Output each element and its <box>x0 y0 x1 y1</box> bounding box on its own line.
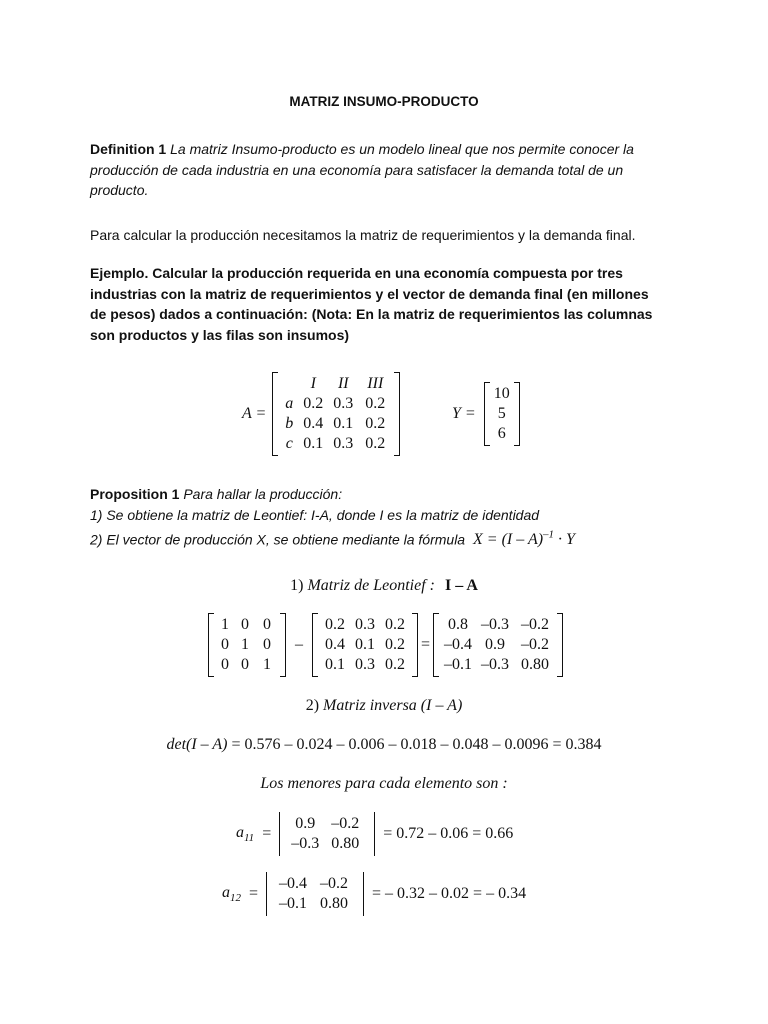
matrix-cell: –0.2 <box>320 875 349 892</box>
definition-block <box>90 139 680 201</box>
minor-a11: $a_{11}$ = 0.9 –0.2 –0.3 0.80 = 0.72 – 0.06 = 0.66 <box>236 812 513 856</box>
matrix-cell: –0.1 <box>444 656 473 673</box>
matrix-cell: 0.4 <box>303 415 324 432</box>
row-label: a <box>285 395 294 412</box>
leontief-computation <box>208 613 563 677</box>
matrix-cell: –0.3 <box>481 656 510 673</box>
matrix-cell: –0.4 <box>444 636 473 653</box>
example-line-3: de pesos) dados a continuación: (Nota: En la matriz de requerimientos las columnas <box>90 306 653 322</box>
definition-text-2: producción de cada industria en una economía para satisfacer la demanda total de un <box>90 161 624 178</box>
vector-cell: 6 <box>497 425 506 442</box>
matrix-cell: 0.2 <box>303 395 324 412</box>
matrix-cell: 0.3 <box>333 435 354 452</box>
col-header: II <box>337 375 349 392</box>
minus-operator: – <box>295 636 303 653</box>
matrix-cell: 0.2 <box>385 656 405 673</box>
vector-cell: 10 <box>493 385 510 402</box>
matrix-cell: 0.3 <box>333 395 354 412</box>
equals-operator: = <box>421 636 431 653</box>
proposition-step-2: 2) El vector de producción X, se obtiene mediante la fórmula <box>90 531 466 548</box>
matrix-cell: 0 <box>263 636 271 653</box>
production-formula: X = (I – A)$^{-1}$ · Y <box>473 529 575 549</box>
matrix-cell: 0.1 <box>325 656 345 673</box>
section-inverse-heading: 2) Matriz inversa (I – A) <box>305 697 463 714</box>
matrix-cell: 0.9 <box>485 636 506 653</box>
matrix-a-equation <box>242 372 400 456</box>
matrix-cell: 0.2 <box>385 636 405 653</box>
identity-matrix <box>208 613 286 677</box>
matrix-cell: 0.8 <box>448 616 469 633</box>
minor-a11-result: = 0.72 – 0.06 = 0.66 <box>383 825 514 842</box>
matrix-cell: –0.3 <box>481 616 510 633</box>
proposition-block <box>90 484 730 551</box>
proposition-text: Para hallar la producción: <box>183 486 343 502</box>
matrix-cell: –0.2 <box>521 636 550 653</box>
minor-symbol: $a_{11}$ <box>236 823 255 845</box>
matrix-cell: 0.2 <box>325 616 345 633</box>
matrix-cell: 0 <box>221 656 229 673</box>
matrix-cell: 0.3 <box>355 656 375 673</box>
matrix-a <box>272 372 400 456</box>
definition-text-3: producto. <box>90 182 149 198</box>
matrix-cell: 0.80 <box>320 895 349 912</box>
proposition-label: Proposition 1 <box>90 486 180 502</box>
matrix-cell: –0.4 <box>279 875 308 892</box>
proposition-step-1: 1) Se obtiene la matriz de Leontief: I-A, donde I es la matriz de identidad <box>90 506 540 523</box>
col-header: I <box>310 375 316 392</box>
vector-y-name: Y = <box>452 405 476 422</box>
matrix-cell: 0.9 <box>295 815 316 832</box>
matrix-a-name: A = <box>242 405 267 422</box>
page-title: MATRIZ INSUMO-PRODUCTO <box>289 94 479 109</box>
matrix-cell: 0 <box>221 636 229 653</box>
matrix-cell: 0.2 <box>365 435 386 452</box>
example-line-4: son productos y las filas son insumos) <box>90 326 350 343</box>
section-leontief-heading: 1) Matriz de Leontief : I – A <box>290 577 478 594</box>
vector-y-equation <box>452 382 520 446</box>
row-label: b <box>285 415 294 432</box>
minor-a11-determinant <box>279 812 375 856</box>
matrix-cell: 0.2 <box>385 616 405 633</box>
matrix-a-table <box>280 374 392 454</box>
matrix-cell: 0 <box>263 616 271 633</box>
matrix-cell: –0.2 <box>331 815 360 832</box>
minor-symbol: $a_{12}$ <box>222 883 241 905</box>
matrix-cell: 1 <box>221 616 229 633</box>
matrix-cell: –0.2 <box>521 616 550 633</box>
matrix-cell: 0.1 <box>355 636 375 653</box>
vector-cell: 5 <box>497 405 506 422</box>
minor-a12-determinant <box>266 872 364 916</box>
vector-y <box>484 382 520 446</box>
matrix-cell: 0.2 <box>365 415 386 432</box>
leontief-matrix <box>433 613 563 677</box>
matrix-cell: 0.1 <box>303 435 324 452</box>
minors-heading: Los menores para cada elemento son : <box>260 775 508 792</box>
example-block <box>90 263 680 345</box>
matrix-cell: –0.1 <box>279 895 308 912</box>
definition-label: Definition 1 <box>90 141 167 157</box>
definition-text-1: La matriz Insumo-producto es un modelo lineal que nos permite conocer la <box>170 141 634 157</box>
determinant-line: det(I – A) = 0.576 – 0.024 – 0.006 – 0.018 – 0.048 – 0.0096 = 0.384 <box>166 736 602 753</box>
matrix-cell: 0.1 <box>333 415 354 432</box>
intro-text: Para calcular la producción necesitamos la matriz de requerimientos y la demanda final. <box>90 227 636 243</box>
matrix-cell: 0 <box>241 656 249 673</box>
example-line-2: industrias con la matriz de requerimientos y el vector de demanda final (en millones <box>90 285 649 302</box>
example-line-1: Ejemplo. Calcular la producción requerida en una economía compuesta por tres <box>90 265 623 281</box>
matrix-cell: 0 <box>241 616 249 633</box>
matrix-cell: 0.3 <box>355 616 375 633</box>
matrix-cell: 0.80 <box>331 835 360 852</box>
matrix-cell: –0.3 <box>291 835 320 852</box>
requirements-matrix <box>312 613 418 677</box>
minor-a12-result: = – 0.32 – 0.02 = – 0.34 <box>372 885 527 902</box>
col-header: III <box>367 375 384 392</box>
matrix-cell: 1 <box>263 656 271 673</box>
matrix-cell: 0.2 <box>365 395 386 412</box>
matrix-cell: 0.80 <box>521 656 550 673</box>
minor-a12: $a_{12}$ = –0.4 –0.2 –0.1 0.80 = – 0.32 – 0.02 = – 0.34 <box>222 872 526 916</box>
matrix-cell: 0.4 <box>325 636 345 653</box>
matrix-cell: 1 <box>241 636 249 653</box>
row-label: c <box>285 435 293 452</box>
